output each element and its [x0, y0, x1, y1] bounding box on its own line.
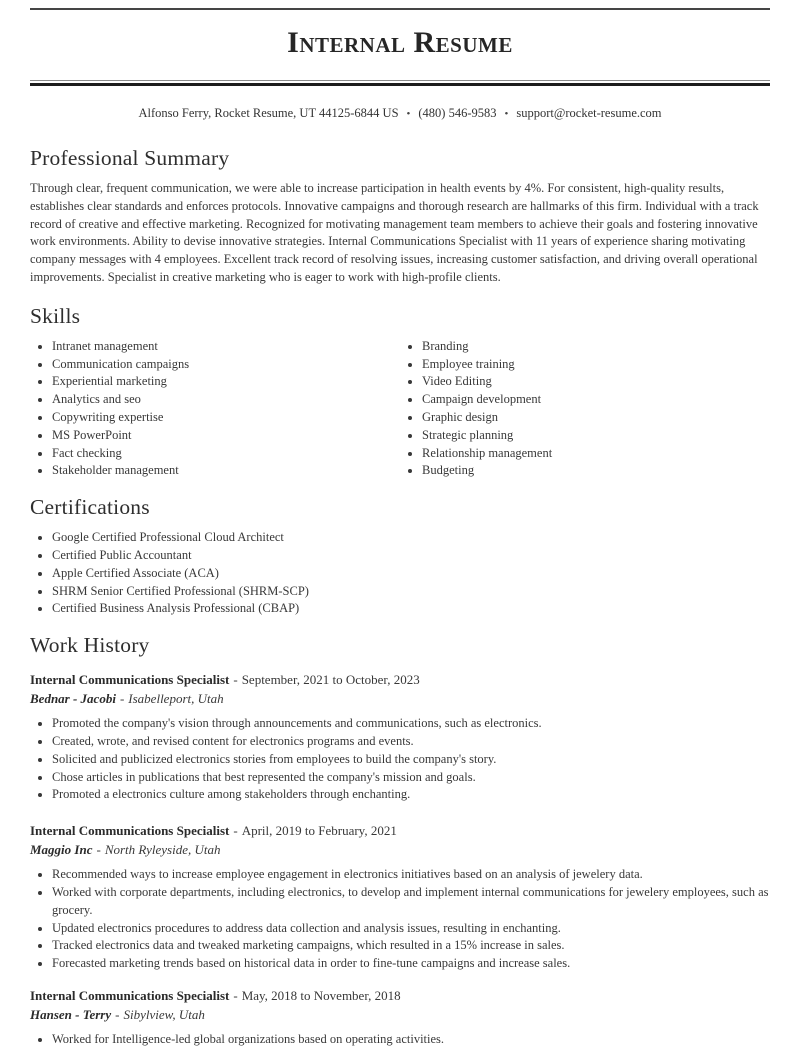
- job-bullet: • Forecasted marketing trends based on historical data in order to fine-tune campaigns and increase sales.: [52, 955, 770, 973]
- skill-item: • MS PowerPoint: [52, 427, 400, 445]
- skill-item: • Budgeting: [422, 462, 770, 480]
- job-title: Internal Communications Specialist: [30, 672, 230, 688]
- job-title-separator: -: [233, 987, 238, 1003]
- job-company-line: [30, 1005, 770, 1024]
- contact-phone: (480) 546-9583: [418, 106, 497, 120]
- job-title-line: [30, 670, 770, 689]
- section-heading-professional-summary: Professional Summary: [30, 146, 230, 170]
- job-entry: [30, 821, 770, 973]
- job-bullet-list: [30, 715, 770, 804]
- skills-columns: [30, 338, 770, 480]
- job-location: Sibylview, Utah: [123, 1006, 205, 1022]
- divider-thick-line: [30, 83, 770, 86]
- job-company: Hansen - Terry: [30, 1006, 112, 1022]
- job-title-separator: -: [233, 823, 238, 839]
- skill-item: • Employee training: [422, 356, 770, 374]
- job-title: Internal Communications Specialist: [30, 987, 230, 1003]
- skill-item: • Experiential marketing: [52, 373, 400, 391]
- job-company: Maggio Inc: [30, 842, 93, 858]
- certification-item: • Google Certified Professional Cloud Architect: [52, 529, 770, 547]
- skill-item: • Fact checking: [52, 445, 400, 463]
- skill-item: • Branding: [422, 338, 770, 356]
- job-bullet-list: [30, 1031, 770, 1049]
- top-rule: [30, 8, 770, 10]
- contact-separator-icon: •: [504, 108, 509, 120]
- job-bullet-list: [30, 866, 770, 973]
- job-title: Internal Communications Specialist: [30, 823, 230, 839]
- section-heading-certifications: Certifications: [30, 495, 150, 520]
- skill-item: • Graphic design: [422, 409, 770, 427]
- skill-item: • Video Editing: [422, 373, 770, 391]
- job-dates: April, 2019 to February, 2021: [241, 823, 397, 839]
- job-entry: [30, 670, 770, 804]
- certifications-list: [30, 529, 770, 618]
- skill-item: • Intranet management: [52, 338, 400, 356]
- skills-list-left: [30, 338, 400, 480]
- job-location: North Ryleyside, Utah: [104, 842, 221, 858]
- contact-address: Alfonso Ferry, Rocket Resume, UT 44125-6844 US: [138, 106, 399, 120]
- section-heading-work-history: Work History: [30, 633, 150, 658]
- job-bullet: • Promoted a electronics culture among stakeholders through enchanting.: [52, 786, 770, 804]
- job-location: Isabelleport, Utah: [128, 691, 224, 707]
- job-bullet: • Recommended ways to increase employee engagement in electronics initiatives based on an analysis of jewelery data.: [52, 866, 770, 884]
- skill-item: • Strategic planning: [422, 427, 770, 445]
- job-company: Bednar - Jacobi: [30, 691, 116, 707]
- job-bullet: • Promoted the company's vision through announcements and communications, such as electronics.: [52, 715, 770, 733]
- skill-item: • Copywriting expertise: [52, 409, 400, 427]
- job-bullet: • Worked with corporate departments, including electronics, to develop and implement internal communications for jewelery employees, such as grocery.: [52, 884, 770, 920]
- resume-document: [0, 8, 800, 1049]
- skill-item: • Communication campaigns: [52, 356, 400, 374]
- job-bullet: • Chose articles in publications that best represented the company's mission and goals.: [52, 769, 770, 787]
- section-heading-skills: Skills: [30, 303, 81, 328]
- job-company-separator: -: [115, 1006, 120, 1022]
- certification-item: • Apple Certified Associate (ACA): [52, 565, 770, 583]
- job-title-line: [30, 986, 770, 1005]
- job-bullet: • Created, wrote, and revised content for electronics programs and events.: [52, 733, 770, 751]
- job-dates: September, 2021 to October, 2023: [241, 672, 420, 688]
- job-title-separator: -: [233, 672, 238, 688]
- certification-item: • Certified Public Accountant: [52, 547, 770, 565]
- job-company-separator: -: [119, 691, 125, 707]
- skill-item: • Stakeholder management: [52, 462, 400, 480]
- job-bullet: • Updated electronics procedures to address data collection and analysis issues, resulting in enchanting.: [52, 920, 770, 938]
- job-company-line: [30, 840, 770, 859]
- contact-separator-icon: •: [406, 108, 411, 120]
- skill-item: • Analytics and seo: [52, 391, 400, 409]
- job-bullet: • Tracked electronics data and tweaked marketing campaigns, which resulted in a 15% increase in sales.: [52, 937, 770, 955]
- job-bullet: • Solicited and publicized electronics stories from employees to build the company's story.: [52, 751, 770, 769]
- summary-paragraph: Through clear, frequent communication, we were able to increase participation in health events by 4%. For consistent, high-quality results, establishes clear standards and enforces protocols. Innovative campaigns and thorough research are hallmarks of this firm. Individual with a track record of creative and effective marketing. Recognized for motivating management team members to achieve their goals and fostering innovative work environments. Ability to devise innovative strategies. Internal Communications Specialist with 11 years of experience sharing motivating company messages with 4 employees. Excellent track record of resolving issues, increasing customer satisfaction, and driving overall operational improvements. Specialist in creative marketing who is eager to work with high-profile clients.: [30, 181, 759, 284]
- skill-item: • Campaign development: [422, 391, 770, 409]
- contact-line: [30, 104, 770, 123]
- job-entry: [30, 986, 770, 1049]
- job-dates: May, 2018 to November, 2018: [241, 987, 401, 1003]
- page-title: Internal Resume: [287, 26, 513, 59]
- job-company-separator: -: [96, 842, 101, 858]
- contact-email: support@rocket-resume.com: [516, 106, 662, 120]
- divider-thin-line: [30, 80, 770, 81]
- job-company-line: [30, 689, 770, 708]
- skill-item: • Relationship management: [422, 445, 770, 463]
- title-divider: [30, 80, 770, 86]
- skills-list-right: [400, 338, 770, 480]
- certification-item: • SHRM Senior Certified Professional (SHRM-SCP): [52, 583, 770, 601]
- job-title-line: [30, 821, 770, 840]
- certification-item: • Certified Business Analysis Professional (CBAP): [52, 600, 770, 618]
- job-bullet: • Worked for Intelligence-led global organizations based on operating activities.: [52, 1031, 770, 1049]
